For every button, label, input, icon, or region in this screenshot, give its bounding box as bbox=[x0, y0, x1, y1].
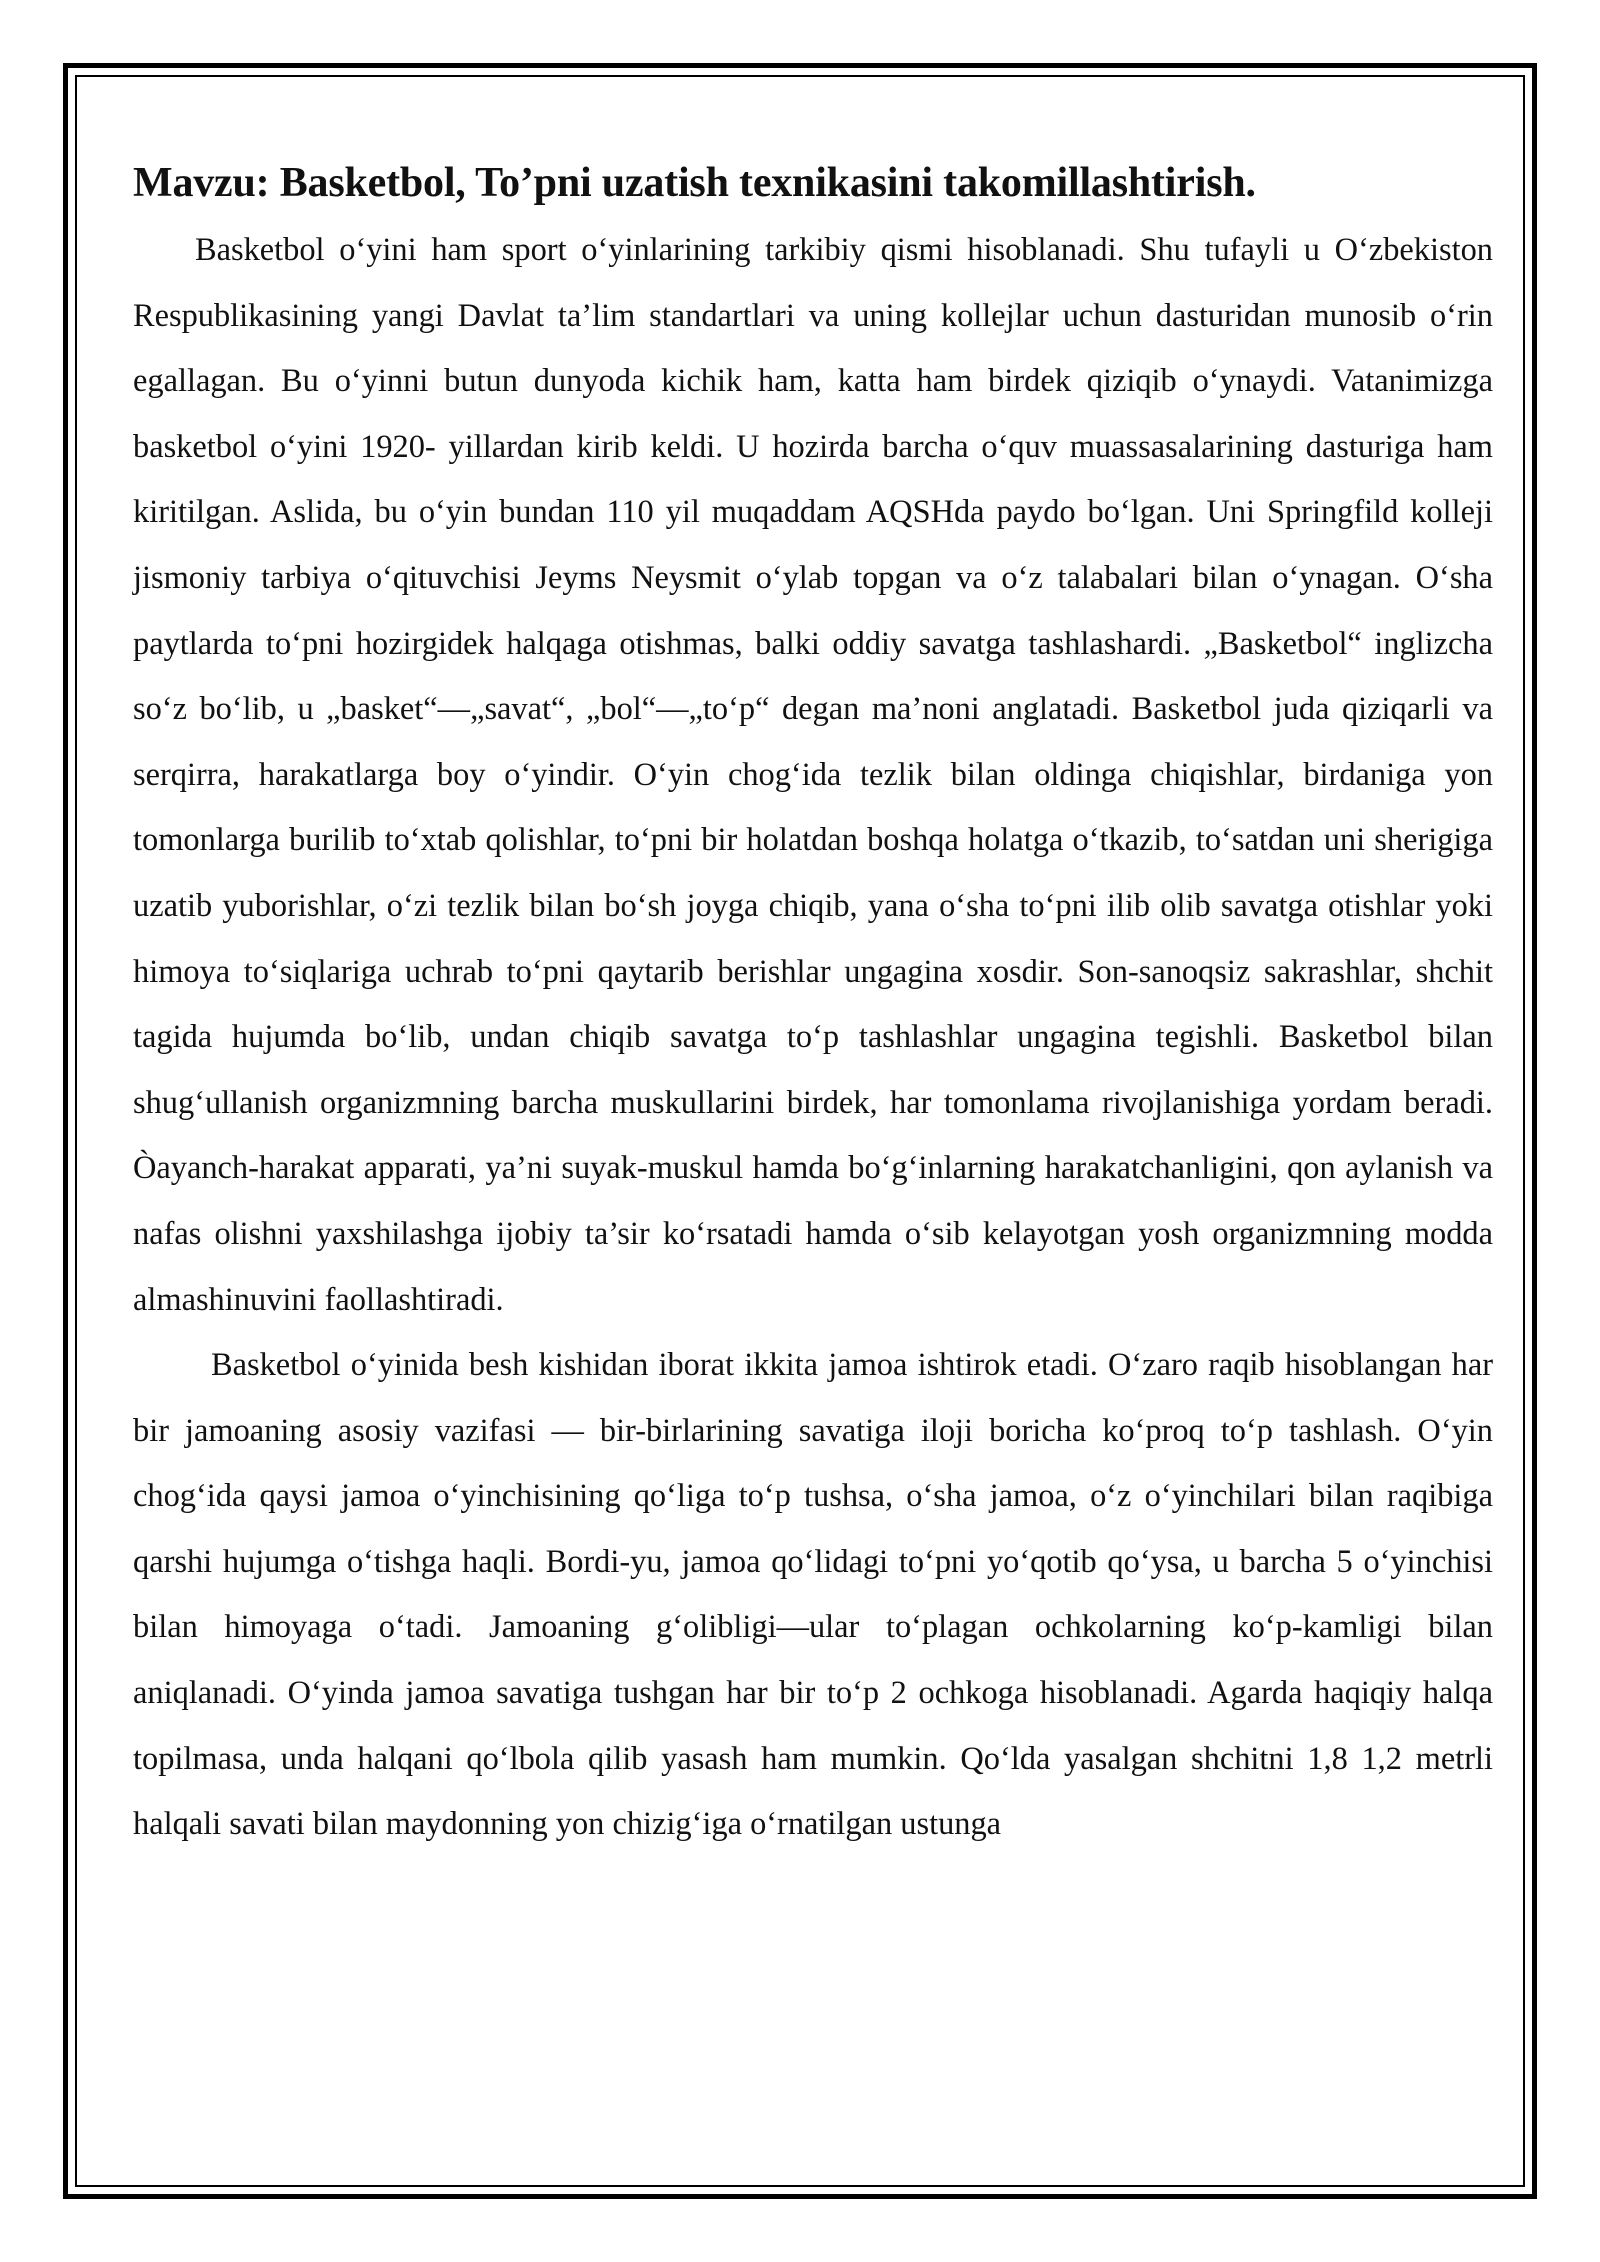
paragraph-1: Basketbol o‘yini ham sport o‘yinlarining tarkibiy qismi hisoblanadi. Shu tufayli u O‘zbekiston Respublikasining yangi Davlat ta’lim standartlari va uning kollejlar uchun dasturidan munosib o‘rin egallagan. Bu o‘yinni butun dunyoda kichik ham, katta ham birdek qiziqib o‘ynaydi. Vatanimizga basketbol o‘yini 1920- yillardan kirib keldi. U hozirda barcha o‘quv muassasalarining dasturiga ham kiritilgan. Aslida, bu o‘yin bundan 110 yil muqaddam AQSHda paydo bo‘lgan. Uni Springfild kolleji jismoniy tarbiya o‘qituvchisi Jeyms Neysmit o‘ylab topgan va o‘z talabalari bilan o‘ynagan. O‘sha paytlarda to‘pni hozirgidek halqaga otishmas, balki oddiy savatga tashlashardi. „Basketbol“ inglizcha so‘z bo‘lib, u „basket“—„savat“, „bol“—„to‘p“ degan ma’noni anglatadi. Basketbol juda qiziqarli va serqirra, harakatlarga boy o‘yindir. O‘yin chog‘ida tezlik bilan oldinga chiqishlar, birdaniga yon tomonlarga burilib to‘xtab qolishlar, to‘pni bir holatdan boshqa holatga o‘tkazib, to‘satdan uni sherigiga uzatib yuborishlar, o‘zi tezlik bilan bo‘sh joyga chiqib, yana o‘sha to‘pni ilib olib savatga otishlar yoki himoya to‘siqlariga uchrab to‘pni qaytarib berishlar ungagina xosdir. Son-sanoqsiz sakrashlar, shchit tagida hujumda bo‘lib, undan chiqib savatga to‘p tashlashlar ungagina tegishli. Basketbol bilan shug‘ullanish organizmning barcha muskullarini birdek, har tomonlama rivojlanishiga yordam beradi. Òayanch-harakat apparati, ya’ni suyak-muskul hamda bo‘g‘inlarning harakatchanligini, qon aylanish va nafas olishni yaxshilashga ijobiy ta’sir ko‘rsatadi hamda o‘sib kelayotgan yosh organizmning modda almashinuvini faollashtiradi. bbox=[133, 232, 1493, 1318]
paragraph-2: Basketbol o‘yinida besh kishidan iborat ikkita jamoa ishtirok etadi. O‘zaro raqib hisoblangan har bir jamoaning asosiy vazifasi — bir-birlarining savatiga iloji boricha ko‘proq to‘p tashlash. O‘yin chog‘ida qaysi jamoa o‘yinchisining qo‘liga to‘p tushsa, o‘sha jamoa, o‘z o‘yinchilari bilan raqibiga qarshi hujumga o‘tishga haqli. Bordi-yu, jamoa qo‘lidagi to‘pni yo‘qotib qo‘ysa, u barcha 5 o‘yinchisi bilan himoyaga o‘tadi. Jamoaning g‘olibligi—ular to‘plagan ochkolarning ko‘p-kamligi bilan aniqlanadi. O‘yinda jamoa savatiga tushgan har bir to‘p 2 ochkoga hisoblanadi. Agarda haqiqiy halqa topilmasa, unda halqani qo‘lbola qilib yasash ham mumkin. Qo‘lda yasalgan shchitni 1,8 1,2 metrli halqali savati bilan maydonning yon chizig‘iga o‘rnatilgan ustunga bbox=[133, 1347, 1493, 1843]
document-body bbox=[133, 150, 1493, 1858]
document-title: Mavzu: Basketbol, To’pni uzatish texnikasini takomillashtirish. bbox=[133, 160, 1256, 206]
